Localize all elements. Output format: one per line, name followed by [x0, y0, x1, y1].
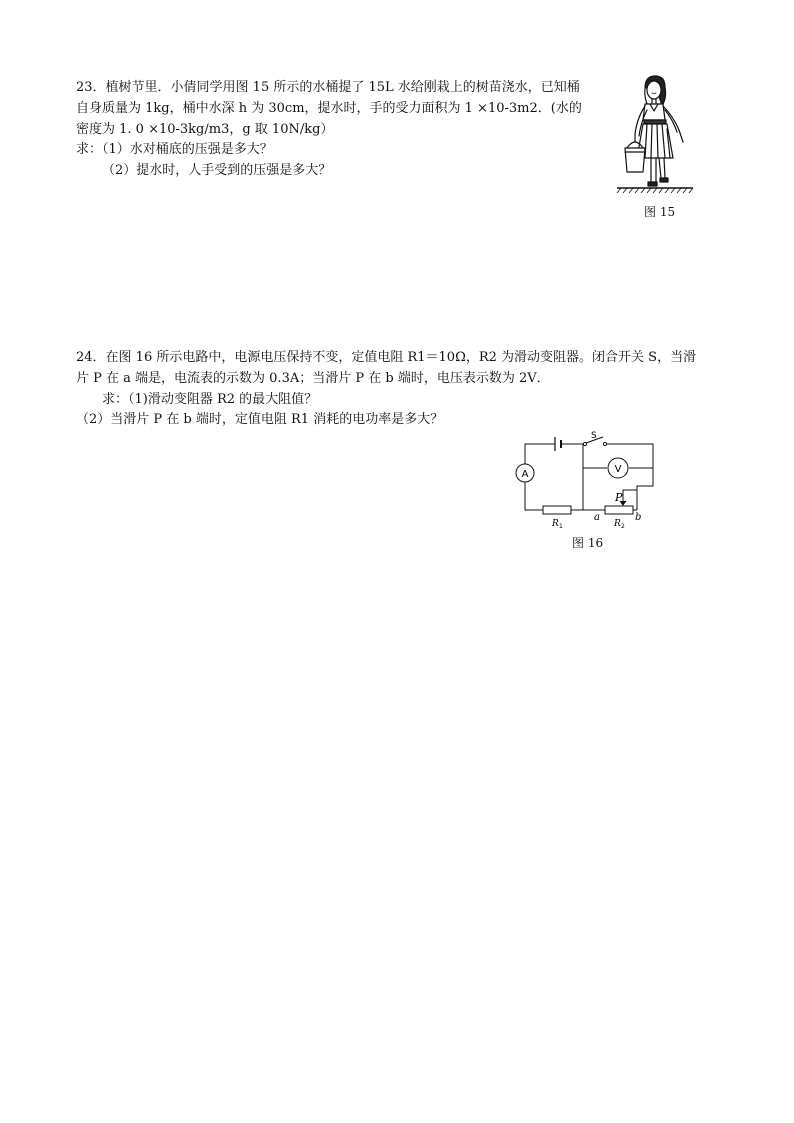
r1-subscript: 1: [559, 523, 563, 530]
r2-subscript: 2: [621, 523, 625, 530]
end-a-label: a: [594, 512, 600, 523]
figure-16-circuit: [505, 428, 670, 530]
r2-label: R: [614, 519, 621, 529]
q24-line-3: 求：（1)滑动变阻器 R2 的最大阻值？: [102, 392, 318, 407]
figure-16-caption: 图 16: [572, 536, 604, 550]
q24-line-1: 24．在图 16 所示电路中，电源电压保持不变，定值电阻 R1＝10Ω，R2 为滑动变阻器。闭合开关 S，当滑: [76, 350, 697, 365]
end-b-label: b: [635, 512, 642, 523]
q23-line-1: 23．植树节里．小倩同学用图 15 所示的水桶提了 15L 水给刚栽上的树苗浇水，已知桶: [76, 80, 580, 95]
switch-label: S: [591, 431, 597, 441]
q23-line-2: 自身质量为 1kg，桶中水深 h 为 30cm，提水时，手的受力面积为 1 ×10-3m2．(水的: [76, 101, 582, 116]
ammeter-label: A: [521, 469, 529, 480]
slider-label: P: [615, 491, 623, 504]
r1-label: R: [552, 519, 559, 529]
figure-15-girl-bucket: [615, 74, 695, 200]
voltmeter-label: V: [614, 464, 622, 475]
q23-line-5: （2）提水时，人手受到的压强是多大？: [102, 163, 332, 178]
q23-line-4: 求：（1）水对桶底的压强是多大？: [76, 142, 273, 157]
q24-line-4: （2）当滑片 P 在 b 端时，定值电阻 R1 消耗的电功率是多大？: [76, 412, 444, 427]
q23-line-3: 密度为 1. 0 ×10-3kg/m3，g 取 10N/kg）: [76, 122, 334, 137]
figure-15-caption: 图 15: [644, 205, 676, 219]
q24-line-2: 片 P 在 a 端是，电流表的示数为 0.3A；当滑片 P 在 b 端时，电压表示数为 2V．: [76, 371, 550, 386]
